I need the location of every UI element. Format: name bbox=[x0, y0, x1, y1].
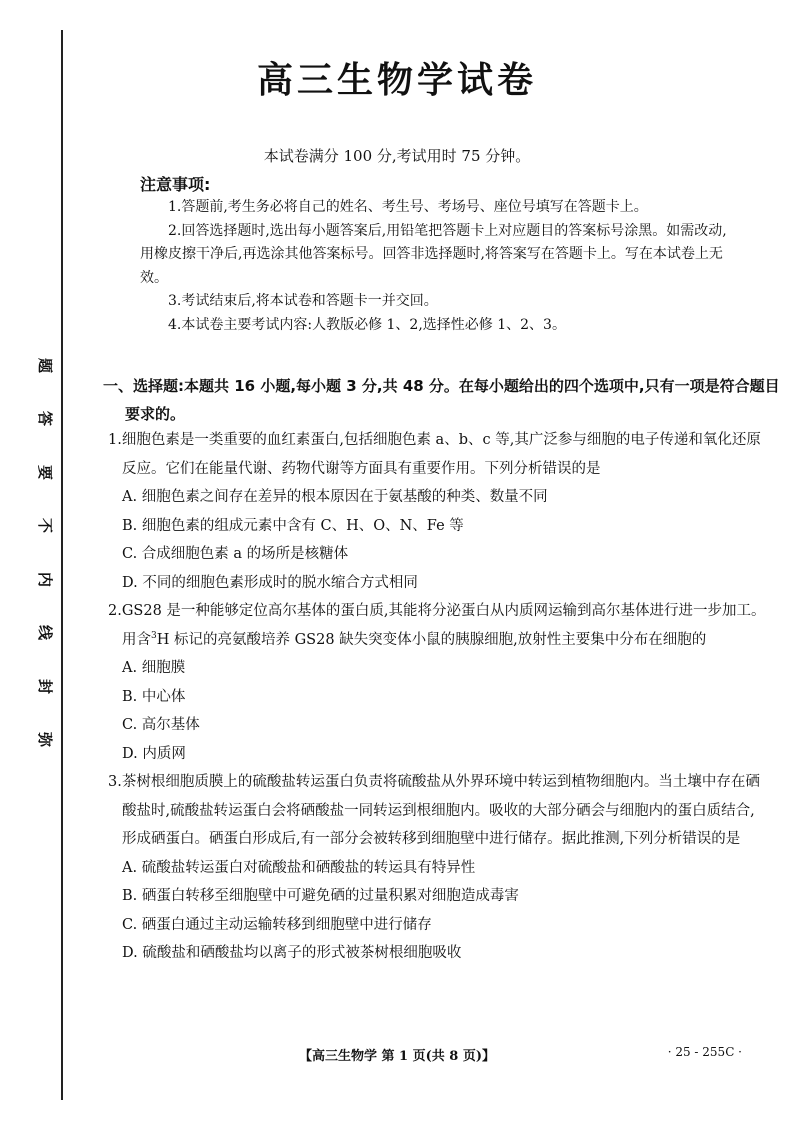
question-list bbox=[108, 426, 768, 968]
question-stem: 1.细胞色素是一类重要的血红素蛋白,包括细胞色素 a、b、c 等,其广泛参与细胞的电子传递和氧化还原反应。它们在能量代谢、药物代谢等方面具有重要作用。下列分析错误的是 bbox=[108, 432, 761, 477]
seal-char: 线 bbox=[36, 625, 55, 641]
notice-item: 1.答题前,考生务必将自己的姓名、考生号、考场号、座位号填写在答题卡上。 bbox=[168, 199, 648, 215]
question bbox=[108, 426, 768, 597]
isotope-superscript: 3 bbox=[151, 630, 157, 641]
seal-char: 弥 bbox=[36, 731, 55, 747]
seal-char: 内 bbox=[36, 571, 55, 587]
option: D. 硫酸盐和硒酸盐均以离子的形式被茶树根细胞吸收 bbox=[122, 945, 462, 961]
option: D. 不同的细胞色素形成时的脱水缩合方式相同 bbox=[122, 574, 418, 591]
binding-line bbox=[61, 30, 63, 1100]
option: A. 细胞膜 bbox=[122, 660, 186, 676]
exam-code: · 25 - 255C · bbox=[667, 1045, 742, 1059]
page-title: 高三生物学试卷 bbox=[256, 60, 537, 101]
notice-item: 4.本试卷主要考试内容:人教版必修 1、2,选择性必修 1、2、3。 bbox=[168, 316, 566, 333]
page-number: 【高三生物学 第 1 页(共 8 页)】 bbox=[298, 1049, 496, 1064]
option: B. 硒蛋白转移至细胞壁中可避免硒的过量积累对细胞造成毒害 bbox=[122, 888, 519, 904]
stem-text: H 标记的亮氨酸培养 GS28 缺失突变体小鼠的胰腺细胞,放射性主要集中分布在细胞的 bbox=[156, 631, 707, 648]
notice-item: 3.考试结束后,将本试卷和答题卡一并交回。 bbox=[168, 293, 438, 309]
option: C. 硒蛋白通过主动运输转移到细胞壁中进行储存 bbox=[122, 916, 432, 933]
stem-text: 2.GS28 是一种能够定位高尔基体的蛋白质,其能将分泌蛋白从内质网运输到高尔基体进行进一步加工。用含 bbox=[108, 603, 766, 648]
exam-info: 本试卷满分 100 分,考试用时 75 分钟。 bbox=[263, 147, 531, 165]
seal-char: 封 bbox=[36, 678, 55, 694]
notice-item: 2.回答选择题时,选出每小题答案后,用铅笔把答题卡上对应题目的答案标号涂黑。如需改动,用橡皮擦干净后,再选涂其他答案标号。回答非选择题时,将答案写在答题卡上。写在本试卷上无效。 bbox=[140, 222, 727, 286]
option: A. 细胞色素之间存在差异的根本原因在于氨基酸的种类、数量不同 bbox=[122, 489, 548, 505]
question-stem bbox=[108, 597, 768, 654]
seal-char: 不 bbox=[36, 518, 55, 534]
option: A. 硫酸盐转运蛋白对硫酸盐和硒酸盐的转运具有特异性 bbox=[122, 859, 476, 876]
section-heading: 一、选择题:本题共 16 小题,每小题 3 分,共 48 分。在每小题给出的四个选项中,只有一项是符合题目要求的。 bbox=[103, 377, 780, 423]
option: C. 合成细胞色素 a 的场所是核糖体 bbox=[122, 546, 349, 562]
question bbox=[108, 768, 768, 968]
seal-char: 题 bbox=[36, 357, 55, 374]
question-stem: 3.茶树根细胞质膜上的硫酸盐转运蛋白负责将硫酸盐从外界环境中转运到植物细胞内。当土壤中存在硒酸盐时,硫酸盐转运蛋白会将硒酸盐一同转运到根细胞内。吸收的大部分硒会与细胞内的蛋白质结合,形成硒蛋白。硒蛋白形成后,有一部分会被转移到细胞壁中进行储存。据此推测,下列分析错误的是 bbox=[108, 774, 760, 847]
option: C. 高尔基体 bbox=[122, 717, 200, 733]
seal-char: 要 bbox=[36, 464, 55, 480]
seal-char: 答 bbox=[36, 411, 55, 427]
notice-heading: 注意事项: bbox=[140, 175, 211, 194]
question bbox=[108, 597, 768, 768]
option: B. 中心体 bbox=[122, 688, 186, 705]
seal-line-text bbox=[35, 355, 57, 750]
option: D. 内质网 bbox=[122, 745, 186, 762]
notice-list bbox=[140, 196, 740, 337]
option: B. 细胞色素的组成元素中含有 C、H、O、N、Fe 等 bbox=[122, 517, 464, 534]
